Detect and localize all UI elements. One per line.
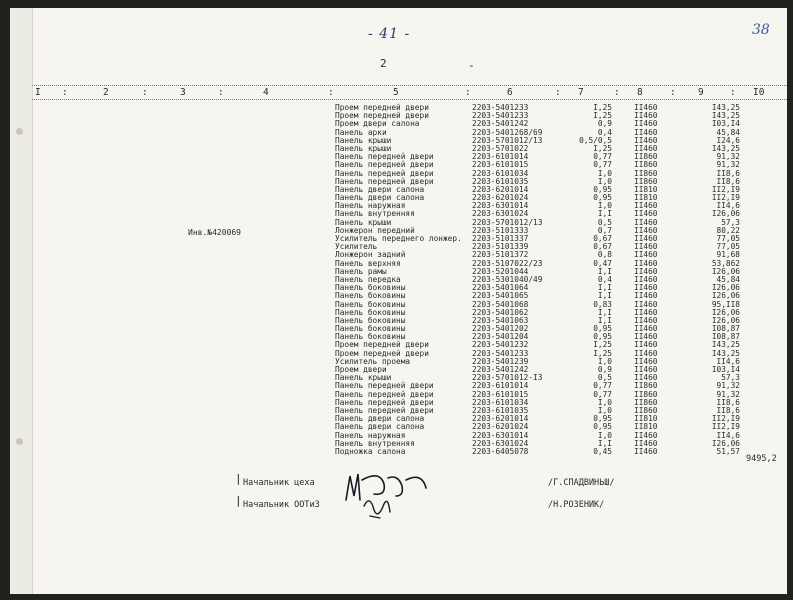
column-header-6: 6 <box>507 87 513 98</box>
item-sum-cell: I26,06 <box>711 291 740 301</box>
item-name-cell: Панель наружная <box>335 430 406 440</box>
table-row <box>10 235 787 243</box>
item-code-cell: 2203-5401233 <box>472 103 529 112</box>
item-qty-cell: I,0 <box>597 356 612 366</box>
item-qty-cell: I,0 <box>597 405 612 415</box>
handwritten-page-number: - 41 - <box>368 26 411 42</box>
item-sum-cell: 91,32 <box>716 381 740 391</box>
item-qty-cell: 0,77 <box>593 160 612 170</box>
item-rate-cell: II810 <box>634 184 658 194</box>
item-sum-cell: I43,25 <box>711 143 740 153</box>
item-name-cell: Панель боковины <box>335 315 406 325</box>
item-qty-cell: I,25 <box>593 103 612 112</box>
item-qty-cell: 0,95 <box>593 332 612 342</box>
item-name-cell: Панель двери салона <box>335 184 425 194</box>
item-rate-cell: II460 <box>634 373 658 383</box>
column-header-1: I <box>35 87 41 98</box>
item-sum-cell: 95,II8 <box>711 299 740 309</box>
item-qty-cell: I,I <box>597 307 612 317</box>
item-rate-cell: II460 <box>634 225 658 235</box>
table-row <box>10 210 787 218</box>
item-code-cell: 2203-6101034 <box>472 168 529 178</box>
handwritten-signature <box>340 466 440 522</box>
item-code-cell: 2203-6301014 <box>472 201 529 211</box>
item-name-cell: Панель крыши <box>335 373 392 383</box>
chief-shop-name: /Г.СПАДВИНЬШ/ <box>548 478 615 488</box>
item-name-cell: Панель боковины <box>335 291 406 301</box>
item-code-cell: 2203-5101372 <box>472 250 529 260</box>
table-row <box>10 120 787 128</box>
item-code-cell: 2203-6201024 <box>472 193 529 203</box>
item-rate-cell: II860 <box>634 176 658 186</box>
item-code-cell: 2203-6405078 <box>472 446 529 456</box>
item-sum-cell: 77,05 <box>716 242 740 252</box>
item-sum-cell: I43,25 <box>711 103 740 112</box>
column-header-5: 5 <box>393 87 399 98</box>
item-sum-cell: I26,06 <box>711 307 740 317</box>
item-name-cell: Панель крыши <box>335 135 392 145</box>
item-qty-cell: 0,83 <box>593 299 612 309</box>
chief-ootiz-title: Начальник ООТиЗ <box>243 500 320 510</box>
item-name-cell: Панель наружная <box>335 201 406 211</box>
item-rate-cell: II810 <box>634 414 658 424</box>
item-name-cell: Панель боковины <box>335 307 406 317</box>
item-sum-cell: I43,25 <box>711 111 740 121</box>
item-sum-cell: 91,32 <box>716 160 740 170</box>
items-table <box>10 104 787 456</box>
chief-ootiz-name: /Н.РОЗЕНИК/ <box>548 500 605 510</box>
item-code-cell: 2203-6201024 <box>472 422 529 432</box>
item-name-cell: Лонжерон передний <box>335 225 415 235</box>
item-sum-cell: 80,22 <box>716 225 740 235</box>
item-sum-cell: I08,87 <box>711 324 740 334</box>
item-name-cell: Усилитель <box>335 242 378 252</box>
item-rate-cell: II460 <box>634 315 658 325</box>
item-name-cell: Панель боковины <box>335 332 406 342</box>
item-name-cell: Панель передней двери <box>335 405 434 415</box>
item-code-cell: 2203-5101339 <box>472 242 529 252</box>
item-code-cell: 2203-6101034 <box>472 397 529 407</box>
item-rate-cell: II460 <box>634 274 658 284</box>
item-qty-cell: 0,5 <box>597 217 612 227</box>
item-code-cell: 2203-5201044 <box>472 266 529 276</box>
item-name-cell: Панель боковины <box>335 324 406 334</box>
item-rate-cell: II460 <box>634 258 658 268</box>
item-rate-cell: II460 <box>634 266 658 276</box>
item-name-cell: Проем передней двери <box>335 348 429 358</box>
item-name-cell: Панель передней двери <box>335 168 434 178</box>
column-header-3: 3 <box>180 87 186 98</box>
item-qty-cell: 0,95 <box>593 324 612 334</box>
signature-tick-mark: | <box>235 494 242 507</box>
item-qty-cell: I,25 <box>593 348 612 358</box>
item-sum-cell: I26,06 <box>711 438 740 448</box>
item-sum-cell: 57,3 <box>721 217 740 227</box>
item-code-cell: 2203-6101014 <box>472 381 529 391</box>
item-code-cell: 2203-5401068 <box>472 299 529 309</box>
item-name-cell: Панель передней двери <box>335 176 434 186</box>
item-name-cell: Проем двери салона <box>335 119 420 129</box>
item-name-cell: Панель верхняя <box>335 258 401 268</box>
item-qty-cell: I,I <box>597 315 612 325</box>
item-qty-cell: I,I <box>597 438 612 448</box>
item-rate-cell: II460 <box>634 242 658 252</box>
item-qty-cell: 0,95 <box>593 414 612 424</box>
item-name-cell: Панель двери салона <box>335 193 425 203</box>
item-qty-cell: 0,9 <box>597 119 612 129</box>
item-code-cell: 2203-5701012-I3 <box>472 373 543 383</box>
item-code-cell: 2203-5401242 <box>472 365 529 374</box>
item-sum-cell: 91,32 <box>716 152 740 162</box>
item-name-cell: Панель боковины <box>335 283 406 293</box>
item-name-cell: Панель арки <box>335 127 387 137</box>
item-rate-cell: II460 <box>634 135 658 145</box>
item-sum-cell: II4,6 <box>716 356 740 366</box>
page-dash: - <box>468 59 475 72</box>
item-sum-cell: II4,6 <box>716 201 740 211</box>
item-qty-cell: 0,77 <box>593 381 612 391</box>
table-row <box>10 137 787 145</box>
item-sum-cell: 45,84 <box>716 127 740 137</box>
item-sum-cell: 57,3 <box>721 373 740 383</box>
item-rate-cell: II460 <box>634 234 658 243</box>
item-qty-cell: 0,9 <box>597 365 612 374</box>
item-rate-cell: II460 <box>634 446 658 456</box>
item-code-cell: 2203-5401065 <box>472 291 529 301</box>
table-row <box>10 448 787 456</box>
item-rate-cell: II460 <box>634 283 658 293</box>
item-code-cell: 2203-6201014 <box>472 184 529 194</box>
item-name-cell: Панель передка <box>335 274 401 284</box>
item-name-cell: Панель рамы <box>335 266 387 276</box>
item-rate-cell: II460 <box>634 307 658 317</box>
item-code-cell: 2203-5107022/23 <box>472 258 543 268</box>
item-qty-cell: I,0 <box>597 176 612 186</box>
item-code-cell: 2203-5401062 <box>472 307 529 317</box>
item-sum-cell: I03,I4 <box>711 365 740 374</box>
item-sum-cell: II2,I9 <box>711 414 740 424</box>
item-qty-cell: I,0 <box>597 201 612 211</box>
item-qty-cell: I,I <box>597 291 612 301</box>
item-rate-cell: II460 <box>634 324 658 334</box>
item-name-cell: Панель внутренняя <box>335 209 415 219</box>
item-sum-cell: I26,06 <box>711 209 740 219</box>
item-name-cell: Проем двери <box>335 365 387 374</box>
table-row <box>10 129 787 137</box>
item-name-cell: Проем передней двери <box>335 103 429 112</box>
item-code-cell: 2203-6101015 <box>472 389 529 399</box>
item-sum-cell: II2,I9 <box>711 422 740 432</box>
item-qty-cell: 0,77 <box>593 389 612 399</box>
item-rate-cell: II460 <box>634 217 658 227</box>
item-rate-cell: II460 <box>634 348 658 358</box>
item-qty-cell: I,I <box>597 209 612 219</box>
item-sum-cell: I43,25 <box>711 340 740 350</box>
item-rate-cell: II460 <box>634 365 658 374</box>
item-code-cell: 2203-6101014 <box>472 152 529 162</box>
item-name-cell: Усилитель переднего лонжер. <box>335 234 462 243</box>
item-code-cell: 2203-5401204 <box>472 332 529 342</box>
item-code-cell: 2203-5301040/49 <box>472 274 543 284</box>
item-sum-cell: 91,32 <box>716 389 740 399</box>
item-rate-cell: II860 <box>634 405 658 415</box>
item-qty-cell: 0,47 <box>593 258 612 268</box>
item-qty-cell: I,25 <box>593 143 612 153</box>
document-page: - 41 - 2 - 38 I 2 3 4 5 6 7 8 9 I0 : : : : : : : : : Инв.№420069 Проем передней двери 2203-5401233 I,25 II460 I43,25 Проем передней двери 2203-5401233 I,25 II460 I43,25 Проем двери салона 2203-5401242 0,9 II460 I03,I4 Панель арки 2203-5401268/69 0,4 II460 45,84 Панель крыши 2203-5701012/13 0,5/0,5 II460 I24,6 Панель крыши 2203-5701022 I,25 II460 I43,25 Панель передней двери 2203-6101014 0,77 II860 91,32 Панель передней двери 2203-6101015 0,77 II860 91,32 Панель передней двери 2203-6101034 I,0 II860 II8,6 Панель передней двери 2203-6101035 I,0 II860 II8,6 Панель двери салона 2203-6201014 0,95 II810 II2,I9 Панель двери салона 2203-6201024 0,95 II810 II2,I9 Панель наружная 2203-6301014 I,0 II460 II4,6 Панель внутренняя 2203-6301024 I,I II460 I26,06 Панель крыши 2203-5701012/13 0,5 II460 57,3 Лонжерон передний 2203-5101333 0,7 II460 80,22 Усилитель переднего лонжер. 2203-5101337 0,67 II460 77,05 Усилитель 2203-5101339 0,67 II460 77,05 Лонжерон задний 2203-5101372 0,8 II460 91,68 Панель верхняя 2203-5107022/23 0,47 II460 53,862 Панель рамы 2203-5201044 I,I II460 I26,06 Панель передка 2203-5301040/49 0,4 II460 45,84 Панель боковины 2203-5401064 I,I II460 I26,06 Панель боковины 2203-5401065 I,I II460 I26,06 Панель боковины 2203-5401068 0,83 II460 95,II8 Панель боковины 2203-5401062 I,I II460 I26,06 Панель боковины 2203-5401063 I,I II460 I26,06 Панель боковины 2203-5401202 0,95 II460 I08,87 Панель боковины 2203-5401204 0,95 II460 I08,87 Проем передней двери 2203-5401232 I,25 II460 I43,25 Проем передней двери 2203-5401233 I,25 II460 I43,25 Усилитель проема 2203-5401239 I,0 II460 II4,6 Проем двери 2203-5401242 0,9 II460 I03,I4 Панель крыши 2203-5701012-I3 0,5 II460 57,3 Панель передней двери 2203-6101014 0,77 II860 91,32 Панель передней двери 2203-6101015 0,77 II860 91,32 Панель передней двери 2203-6101034 I,0 II860 II8,6 Панель передней двери 2203-6101035 I,0 II860 II8,6 Панель двери салона 2203-6201014 0,95 II810 II2,I9 Панель двери салона 2203-6201024 0,95 II810 II2,I9 Панель наружная 2203-6301014 I,0 II460 II4,6 Панель внутренняя 2203-6301024 I,I II460 I26,06 Подножка салона 2203-6405078 0,45 II460 51,57 9495,2 | | Начальник цеха Начальник ООТиЗ /Г.СПАДВИНЬШ/ /Н.РОЗЕНИК/ <box>10 8 787 594</box>
item-code-cell: 2203-5401202 <box>472 324 529 334</box>
column-header-9: 9 <box>698 87 704 98</box>
item-qty-cell: 0,8 <box>597 250 612 260</box>
item-qty-cell: 0,95 <box>593 193 612 203</box>
item-code-cell: 2203-5101333 <box>472 225 529 235</box>
item-name-cell: Проем передней двери <box>335 111 429 121</box>
item-qty-cell: 0,95 <box>593 422 612 432</box>
item-code-cell: 2203-6101035 <box>472 405 529 415</box>
item-rate-cell: II860 <box>634 389 658 399</box>
item-name-cell: Панель передней двери <box>335 381 434 391</box>
item-sum-cell: I26,06 <box>711 315 740 325</box>
item-rate-cell: II460 <box>634 119 658 129</box>
item-rate-cell: II460 <box>634 299 658 309</box>
item-name-cell: Панель передней двери <box>335 152 434 162</box>
column-header-8: 8 <box>637 87 643 98</box>
item-name-cell: Панель двери салона <box>335 414 425 424</box>
item-sum-cell: II8,6 <box>716 405 740 415</box>
inventory-number: Инв.№420069 <box>188 228 241 237</box>
item-sum-cell: I26,06 <box>711 266 740 276</box>
item-qty-cell: I,25 <box>593 340 612 350</box>
item-sum-cell: II4,6 <box>716 430 740 440</box>
table-row <box>10 358 787 366</box>
item-name-cell: Панель крыши <box>335 217 392 227</box>
item-rate-cell: II460 <box>634 340 658 350</box>
item-code-cell: 2203-5401242 <box>472 119 529 129</box>
item-name-cell: Панель передней двери <box>335 389 434 399</box>
item-code-cell: 2203-6101015 <box>472 160 529 170</box>
item-qty-cell: I,25 <box>593 111 612 121</box>
total-sum: 9495,2 <box>746 454 777 464</box>
item-rate-cell: II860 <box>634 168 658 178</box>
item-sum-cell: II8,6 <box>716 397 740 407</box>
item-name-cell: Проем передней двери <box>335 340 429 350</box>
item-sum-cell: 77,05 <box>716 234 740 243</box>
item-rate-cell: II460 <box>634 438 658 448</box>
item-qty-cell: 0,45 <box>593 446 612 456</box>
item-name-cell: Усилитель проема <box>335 356 411 366</box>
table-row <box>10 366 787 374</box>
item-rate-cell: II460 <box>634 111 658 121</box>
column-header-7: 7 <box>578 87 584 98</box>
item-rate-cell: II460 <box>634 127 658 137</box>
item-sum-cell: I24,6 <box>716 135 740 145</box>
header-rule-top <box>32 85 787 86</box>
item-rate-cell: II860 <box>634 152 658 162</box>
item-rate-cell: II460 <box>634 201 658 211</box>
chief-shop-title: Начальник цеха <box>243 478 315 488</box>
item-sum-cell: 51,57 <box>716 446 740 456</box>
item-name-cell: Панель боковины <box>335 299 406 309</box>
item-code-cell: 2203-5401233 <box>472 348 529 358</box>
item-sum-cell: II8,6 <box>716 176 740 186</box>
item-sum-cell: I03,I4 <box>711 119 740 129</box>
item-qty-cell: 0,5 <box>597 373 612 383</box>
item-name-cell: Панель двери салона <box>335 422 425 432</box>
item-code-cell: 2203-5701012/13 <box>472 217 543 227</box>
item-code-cell: 2203-5401239 <box>472 356 529 366</box>
typed-page-number: 2 <box>380 57 387 70</box>
item-rate-cell: II460 <box>634 356 658 366</box>
item-rate-cell: II460 <box>634 209 658 219</box>
item-sum-cell: II2,I9 <box>711 184 740 194</box>
item-rate-cell: II860 <box>634 160 658 170</box>
item-qty-cell: 0,5/0,5 <box>579 135 612 145</box>
item-code-cell: 2203-6301024 <box>472 209 529 219</box>
item-name-cell: Лонжерон задний <box>335 250 406 260</box>
item-rate-cell: II460 <box>634 332 658 342</box>
item-sum-cell: 91,68 <box>716 250 740 260</box>
item-sum-cell: 53,862 <box>711 258 740 268</box>
item-code-cell: 2203-5401233 <box>472 111 529 121</box>
item-rate-cell: II460 <box>634 143 658 153</box>
item-qty-cell: 0,4 <box>597 127 612 137</box>
item-qty-cell: 0,77 <box>593 152 612 162</box>
item-name-cell: Панель передней двери <box>335 160 434 170</box>
archive-folio-number: 38 <box>752 22 770 38</box>
item-code-cell: 2203-5701022 <box>472 143 529 153</box>
item-qty-cell: I,0 <box>597 397 612 407</box>
item-sum-cell: II8,6 <box>716 168 740 178</box>
item-qty-cell: I,0 <box>597 430 612 440</box>
table-row <box>10 260 787 268</box>
item-sum-cell: I43,25 <box>711 348 740 358</box>
item-qty-cell: 0,95 <box>593 184 612 194</box>
item-name-cell: Панель крыши <box>335 143 392 153</box>
item-code-cell: 2203-6201014 <box>472 414 529 424</box>
item-name-cell: Панель внутренняя <box>335 438 415 448</box>
item-qty-cell: 0,4 <box>597 274 612 284</box>
item-rate-cell: II810 <box>634 193 658 203</box>
item-rate-cell: II860 <box>634 381 658 391</box>
column-header-10: I0 <box>753 87 765 98</box>
item-code-cell: 2203-5701012/13 <box>472 135 543 145</box>
item-qty-cell: 0,7 <box>597 225 612 235</box>
item-code-cell: 2203-5401064 <box>472 283 529 293</box>
signature-tick-mark: | <box>235 472 242 485</box>
item-code-cell: 2203-5401268/69 <box>472 127 543 137</box>
item-rate-cell: II860 <box>634 397 658 407</box>
column-header-2: 2 <box>103 87 109 98</box>
item-sum-cell: II2,I9 <box>711 193 740 203</box>
item-code-cell: 2203-6301024 <box>472 438 529 448</box>
header-rule-bottom <box>32 99 787 100</box>
item-rate-cell: II810 <box>634 422 658 432</box>
item-name-cell: Панель передней двери <box>335 397 434 407</box>
item-qty-cell: I,I <box>597 266 612 276</box>
item-code-cell: 2203-5401063 <box>472 315 529 325</box>
item-qty-cell: 0,67 <box>593 242 612 252</box>
item-sum-cell: 45,84 <box>716 274 740 284</box>
item-qty-cell: I,0 <box>597 168 612 178</box>
item-qty-cell: 0,67 <box>593 234 612 243</box>
item-code-cell: 2203-6301014 <box>472 430 529 440</box>
item-qty-cell: I,I <box>597 283 612 293</box>
item-rate-cell: II460 <box>634 430 658 440</box>
column-header-4: 4 <box>263 87 269 98</box>
item-name-cell: Подножка салона <box>335 446 406 456</box>
item-rate-cell: II460 <box>634 103 658 112</box>
item-rate-cell: II460 <box>634 250 658 260</box>
item-sum-cell: I26,06 <box>711 283 740 293</box>
item-code-cell: 2203-5101337 <box>472 234 529 243</box>
item-code-cell: 2203-6101035 <box>472 176 529 186</box>
item-code-cell: 2203-5401232 <box>472 340 529 350</box>
item-rate-cell: II460 <box>634 291 658 301</box>
item-sum-cell: I08,87 <box>711 332 740 342</box>
